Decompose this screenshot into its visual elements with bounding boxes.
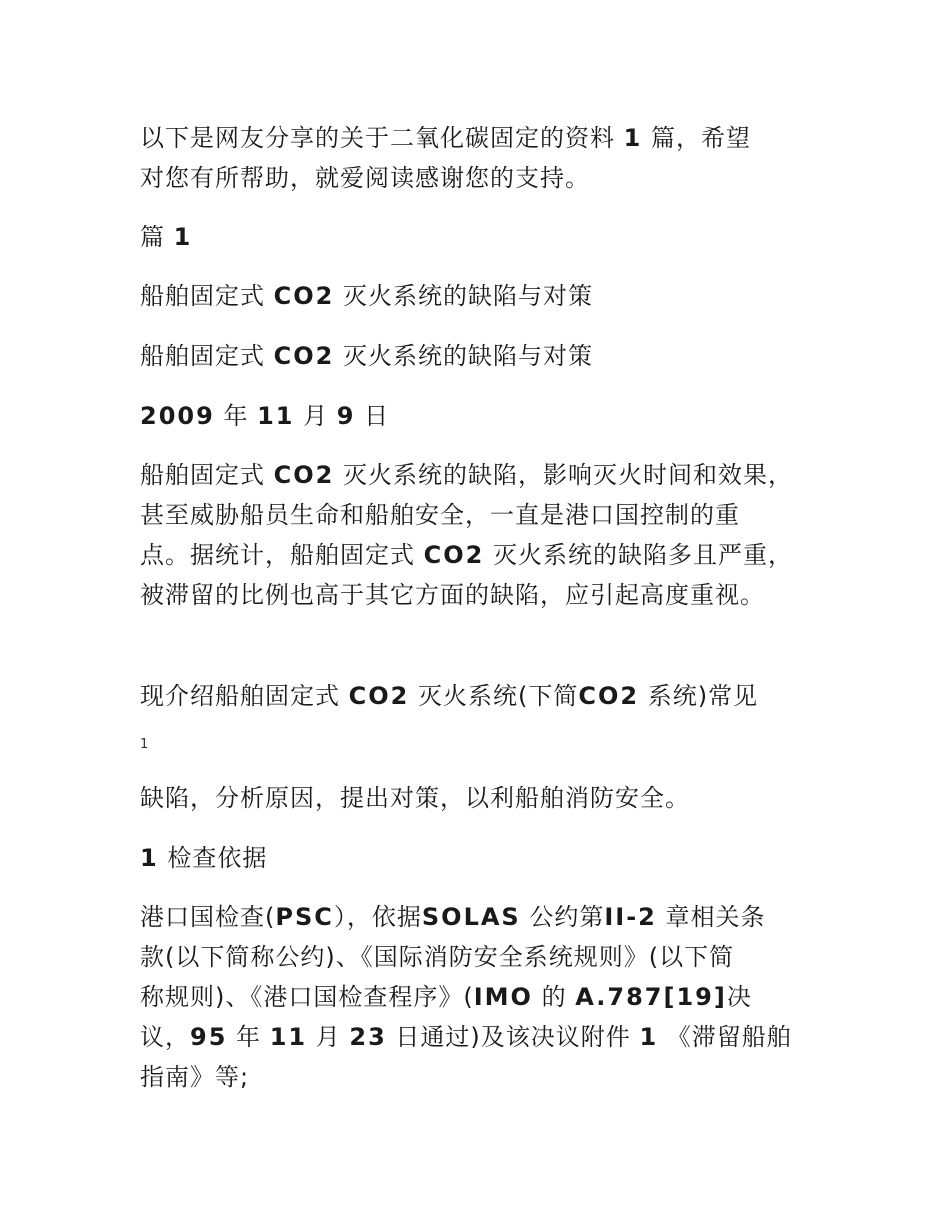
text: 现介绍船舶固定式 (140, 682, 340, 710)
text-number: 1 (639, 1023, 659, 1051)
text-co2: CO2 (578, 682, 640, 710)
text: 议， (140, 1023, 190, 1051)
date-day-unit: 日 (364, 402, 390, 430)
text: 月 (315, 1023, 341, 1051)
date-month: 11 (257, 402, 295, 430)
para1-line-4: 被滞留的比例也高于其它方面的缺陷，应引起高度重视。 (140, 581, 765, 609)
text: 年 (236, 1023, 262, 1051)
text-chapter: II-2 (604, 903, 657, 931)
text-co2: CO2 (423, 541, 485, 569)
body-paragraph-1 (140, 455, 840, 615)
para1-line-1 (140, 455, 840, 495)
intro-text-end: 篇，希望 (650, 124, 751, 152)
title-text: 船舶固定式 (140, 282, 265, 310)
text: 系统)常见 (647, 682, 759, 710)
article-title-1 (140, 276, 840, 316)
text: 灭火系统(下简 (418, 682, 579, 710)
intro-text: 以下是网友分享的关于二氧化碳固定的资料 (140, 124, 615, 152)
text: ），依据 (333, 903, 422, 931)
text-solas: SOLAS (421, 903, 521, 931)
article-date (140, 396, 840, 436)
date-year: 2009 (140, 402, 215, 430)
text: 章相关条 (665, 903, 766, 931)
date-year-unit: 年 (223, 402, 249, 430)
chapter-number: 1 (173, 223, 193, 251)
chapter-heading (140, 217, 840, 257)
title-text-end: 灭火系统的缺陷与对策 (343, 342, 593, 370)
text: 公约第 (529, 903, 605, 931)
body-paragraph-2 (140, 676, 840, 716)
date-month-unit: 月 (303, 402, 329, 430)
text: 灭火系统的缺陷多且严重， (493, 541, 793, 569)
para4-line-3 (140, 977, 840, 1017)
text: 称规则)、《港口国检查程序》( (140, 983, 474, 1011)
para4-line-1 (140, 897, 840, 937)
text: 决 (726, 983, 752, 1011)
text: 灭火系统的缺陷，影响灭火时间和效果， (343, 461, 793, 489)
date-day: 9 (336, 402, 356, 430)
text-number: 95 (190, 1023, 228, 1051)
text-co2: CO2 (273, 461, 335, 489)
text-number: 11 (269, 1023, 308, 1051)
title-co2: CO2 (273, 342, 335, 370)
title-co2: CO2 (273, 282, 335, 310)
text: 日通过)及该决议附件 (395, 1023, 631, 1051)
text: 船舶固定式 (140, 461, 265, 489)
para4-line-4 (140, 1017, 840, 1057)
text: 港口国检查( (140, 903, 276, 931)
text: 的 (541, 983, 567, 1011)
title-text-end: 灭火系统的缺陷与对策 (343, 282, 593, 310)
section-heading-1 (140, 838, 840, 878)
body-paragraph-3 (140, 778, 840, 818)
para4-line-2: 款(以下简称公约)、《国际消防安全系统规则》(以下简 (140, 943, 735, 971)
text-imo: IMO (473, 983, 533, 1011)
text-number: 23 (349, 1023, 387, 1051)
title-text: 船舶固定式 (140, 342, 265, 370)
intro-paragraph (140, 118, 840, 198)
section-number: 1 (140, 844, 159, 872)
body-paragraph-4 (140, 897, 840, 1097)
intro-line-2: 对您有所帮助，就爱阅读感谢您的支持。 (140, 164, 590, 192)
text-co2: CO2 (348, 682, 410, 710)
text-resolution: A.787[19] (575, 983, 727, 1011)
chapter-label: 篇 (140, 223, 165, 251)
section-title: 检查依据 (167, 844, 268, 872)
text: 《滞留船舶 (666, 1023, 792, 1051)
text: 点。据统计，船舶固定式 (140, 541, 415, 569)
intro-line-1 (140, 118, 840, 158)
intro-count: 1 (623, 124, 643, 152)
article-title-2 (140, 336, 840, 376)
para1-line-3 (140, 535, 840, 575)
para4-line-5: 指南》等; (140, 1063, 250, 1091)
para1-line-2: 甚至威胁船员生命和船舶安全，一直是港口国控制的重 (140, 501, 740, 529)
page-number: 1 (140, 737, 149, 752)
para3-line: 缺陷，分析原因，提出对策，以利船舶消防安全。 (140, 784, 690, 812)
text-psc: PSC (275, 903, 334, 931)
